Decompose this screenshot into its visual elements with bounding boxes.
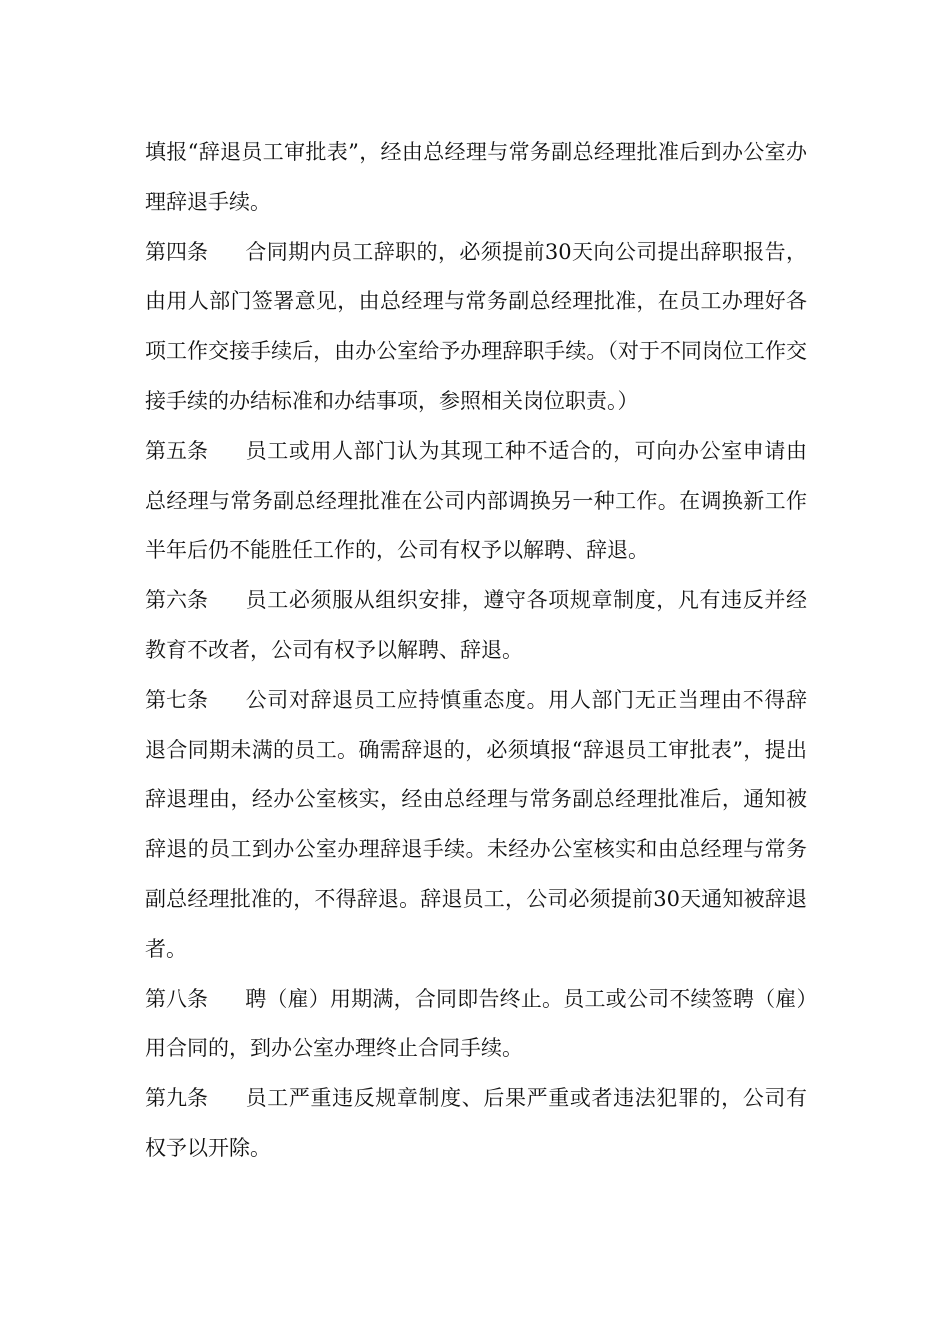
- article-7: [145, 676, 807, 975]
- article-number: 第七条: [145, 687, 208, 712]
- paragraph-text: 填报“辞退员工审批表”，经由总经理与常务副总经理批准后到办公室办理辞退手续。: [145, 140, 807, 214]
- paragraph-text: 公司对辞退员工应持慎重态度。用人部门无正当理由不得辞退合同期未满的员工。确需辞退的，必须填报“辞退员工审批表”，提出辞退理由，经办公室核实，经由总经理与常务副总经理批准后，通知被辞退的员工到办公室办理辞退手续。未经办公室核实和由总经理与常务副总经理批准的，不得辞退。辞退员工，公司必须提前30天通知被辞退者。: [145, 687, 807, 961]
- document-body: [145, 128, 807, 1174]
- article-number: 第九条: [145, 1086, 208, 1111]
- article-6: [145, 576, 807, 676]
- article-number: 第八条: [145, 986, 208, 1011]
- article-9: [145, 1074, 807, 1174]
- paragraph-text: 聘（雇）用期满，合同即告终止。员工或公司不续签聘（雇）用合同的，到办公室办理终止合同手续。: [145, 986, 807, 1061]
- article-number: 第四条: [145, 239, 208, 264]
- paragraph-text: 员工严重违反规章制度、后果严重或者违法犯罪的，公司有权予以开除。: [145, 1086, 807, 1160]
- article-5: [145, 427, 807, 576]
- paragraph-text: 员工必须服从组织安排，遵守各项规章制度，凡有违反并经教育不改者，公司有权予以解聘、辞退。: [145, 588, 807, 662]
- article-number: 第六条: [145, 588, 208, 613]
- paragraph-text: 合同期内员工辞职的，必须提前30天向公司提出辞职报告，由用人部门签署意见，由总经理与常务副总经理批准，在员工办理好各项工作交接手续后，由办公室给予办理辞职手续。（对于不同岗位工作交接手续的办结标准和办结事项，参照相关岗位职责。）: [145, 239, 807, 413]
- article-number: 第五条: [145, 438, 208, 463]
- paragraph-text: 员工或用人部门认为其现工种不适合的，可向办公室申请由总经理与常务副总经理批准在公司内部调换另一种工作。在调换新工作半年后仍不能胜任工作的，公司有权予以解聘、辞退。: [145, 438, 807, 563]
- article-8: [145, 975, 807, 1075]
- article-4: [145, 228, 807, 427]
- paragraph-continuation: [145, 128, 807, 228]
